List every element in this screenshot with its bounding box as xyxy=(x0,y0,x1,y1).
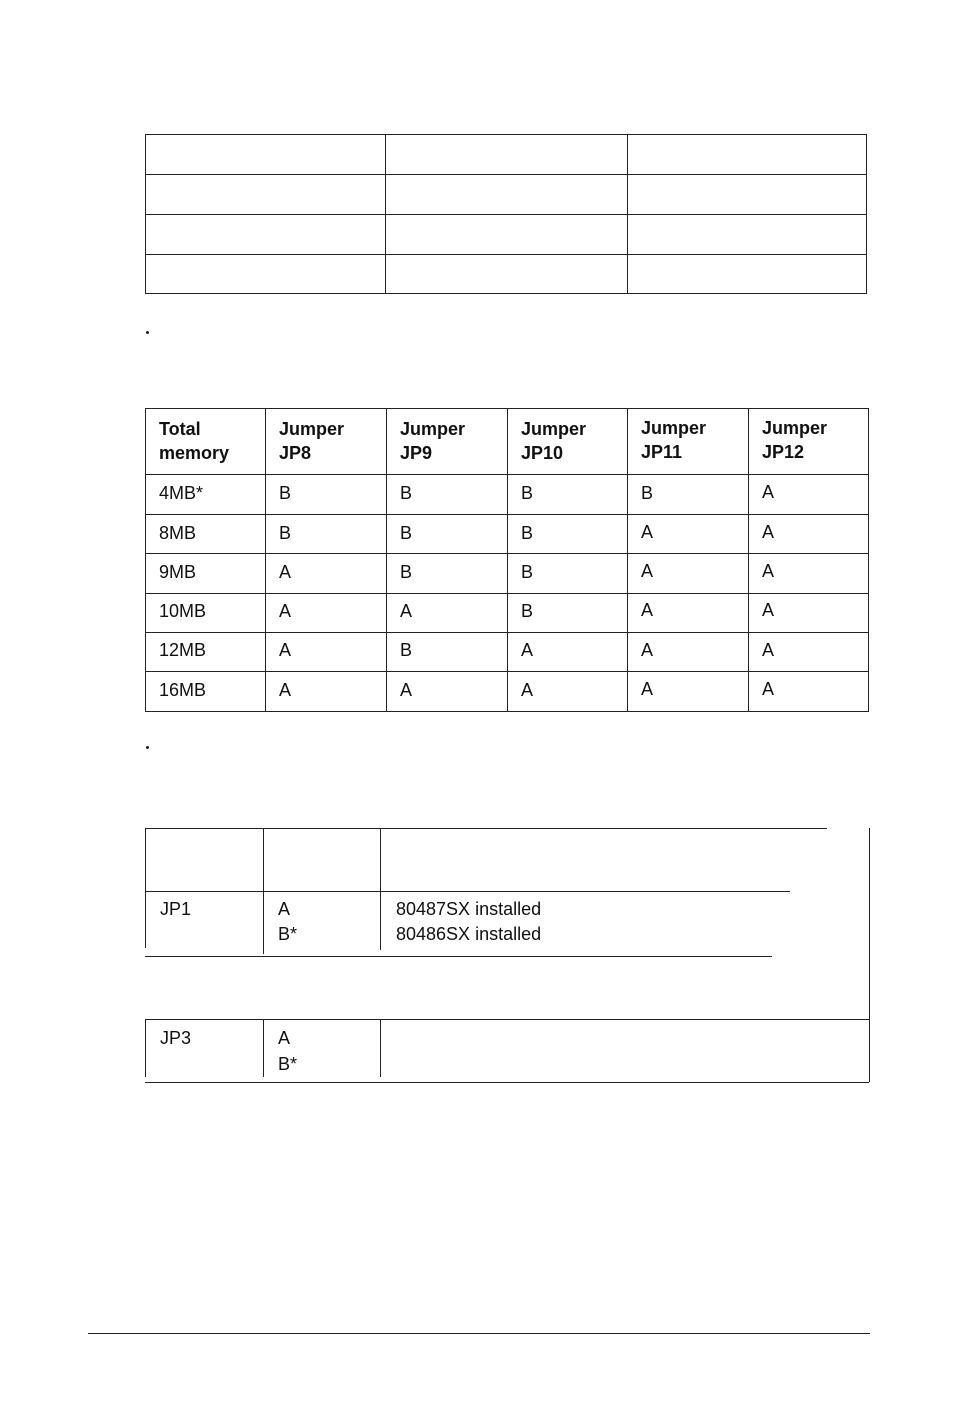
grid-line xyxy=(380,1019,381,1077)
jp1-setting-a: A xyxy=(278,899,291,919)
bullet-mark xyxy=(146,331,149,334)
jp3-label: JP3 xyxy=(160,1028,192,1048)
cell-jp12: A xyxy=(762,679,775,699)
grid-line xyxy=(145,828,146,948)
cell-jp12: A xyxy=(762,600,775,620)
header-line: Total xyxy=(159,419,201,439)
cell-memory: 12MB xyxy=(159,640,207,660)
cell-memory: 10MB xyxy=(159,601,207,621)
cell-jp11: A xyxy=(641,600,654,620)
cell-jp11: A xyxy=(641,679,654,699)
cell-jp9: B xyxy=(400,523,413,543)
cell-jp11: A xyxy=(641,640,654,660)
header-line: JP8 xyxy=(279,443,312,463)
cell-jp8: A xyxy=(279,562,292,582)
cell-jp10: B xyxy=(521,601,534,621)
grid-line xyxy=(145,1019,869,1020)
jp1-description-b: 80486SX installed xyxy=(396,924,542,944)
grid-line xyxy=(145,214,867,215)
cell-jp9: A xyxy=(400,601,413,621)
grid-line xyxy=(869,828,870,1082)
grid-line xyxy=(507,408,508,711)
grid-line xyxy=(145,956,772,957)
grid-line xyxy=(263,1019,264,1077)
cell-jp8: B xyxy=(279,523,292,543)
grid-line xyxy=(385,134,386,293)
grid-line xyxy=(145,711,869,712)
grid-line xyxy=(380,828,381,950)
header-jp12 xyxy=(762,416,827,464)
jp3-setting-a: A xyxy=(278,1028,291,1048)
header-total xyxy=(159,417,229,465)
cell-jp12: A xyxy=(762,640,775,660)
header-jp8 xyxy=(279,417,344,465)
grid-line xyxy=(145,254,867,255)
grid-line xyxy=(627,134,628,293)
cell-jp10: B xyxy=(521,523,534,543)
header-line: JP9 xyxy=(400,443,433,463)
grid-line xyxy=(145,828,827,829)
footer-rule xyxy=(88,1333,870,1334)
cell-jp12: A xyxy=(762,561,775,581)
cell-jp10: A xyxy=(521,640,534,660)
cell-memory: 16MB xyxy=(159,680,207,700)
cell-jp12: A xyxy=(762,522,775,542)
jp1-setting-b: B* xyxy=(278,924,298,944)
cell-jp9: B xyxy=(400,483,413,503)
header-line: memory xyxy=(159,443,230,463)
header-line: JP12 xyxy=(762,442,805,462)
cell-jp10: A xyxy=(521,680,534,700)
grid-line xyxy=(627,408,628,711)
header-line: Jumper xyxy=(641,418,707,438)
cell-jp8: A xyxy=(279,640,292,660)
jp1-description-a: 80487SX installed xyxy=(396,899,542,919)
bullet-mark xyxy=(146,746,149,749)
cell-jp10: B xyxy=(521,483,534,503)
header-line: JP11 xyxy=(641,442,683,462)
grid-line xyxy=(145,891,790,892)
cell-jp12: A xyxy=(762,482,775,502)
grid-line xyxy=(145,1019,146,1077)
header-line: Jumper xyxy=(521,419,587,439)
cell-jp10: B xyxy=(521,562,534,582)
cell-jp11: A xyxy=(641,561,654,581)
grid-line xyxy=(866,134,867,293)
header-line: Jumper xyxy=(762,418,828,438)
grid-line xyxy=(386,408,387,711)
grid-line xyxy=(145,408,146,711)
grid-line xyxy=(265,408,266,711)
cell-memory: 8MB xyxy=(159,523,197,543)
cell-jp8: A xyxy=(279,680,292,700)
cell-jp9: B xyxy=(400,640,413,660)
grid-line xyxy=(145,293,867,294)
header-line: Jumper xyxy=(279,419,345,439)
grid-line xyxy=(145,134,867,135)
jp3-setting-b: B* xyxy=(278,1054,298,1074)
cell-jp11: A xyxy=(641,522,654,542)
header-jp11 xyxy=(641,416,706,464)
jp1-label: JP1 xyxy=(160,899,192,919)
header-line: JP10 xyxy=(521,443,564,463)
grid-line xyxy=(145,1082,869,1083)
header-line: Jumper xyxy=(400,419,466,439)
grid-line xyxy=(145,134,146,293)
cell-jp8: A xyxy=(279,601,292,621)
header-jp10 xyxy=(521,417,586,465)
cell-jp9: B xyxy=(400,562,413,582)
cell-memory: 4MB* xyxy=(159,483,204,503)
header-jp9 xyxy=(400,417,465,465)
cell-jp9: A xyxy=(400,680,413,700)
cell-jp8: B xyxy=(279,483,292,503)
grid-line xyxy=(748,408,749,711)
grid-line xyxy=(145,174,867,175)
cell-memory: 9MB xyxy=(159,562,197,582)
grid-line xyxy=(868,408,869,711)
cell-jp11: B xyxy=(641,483,654,503)
